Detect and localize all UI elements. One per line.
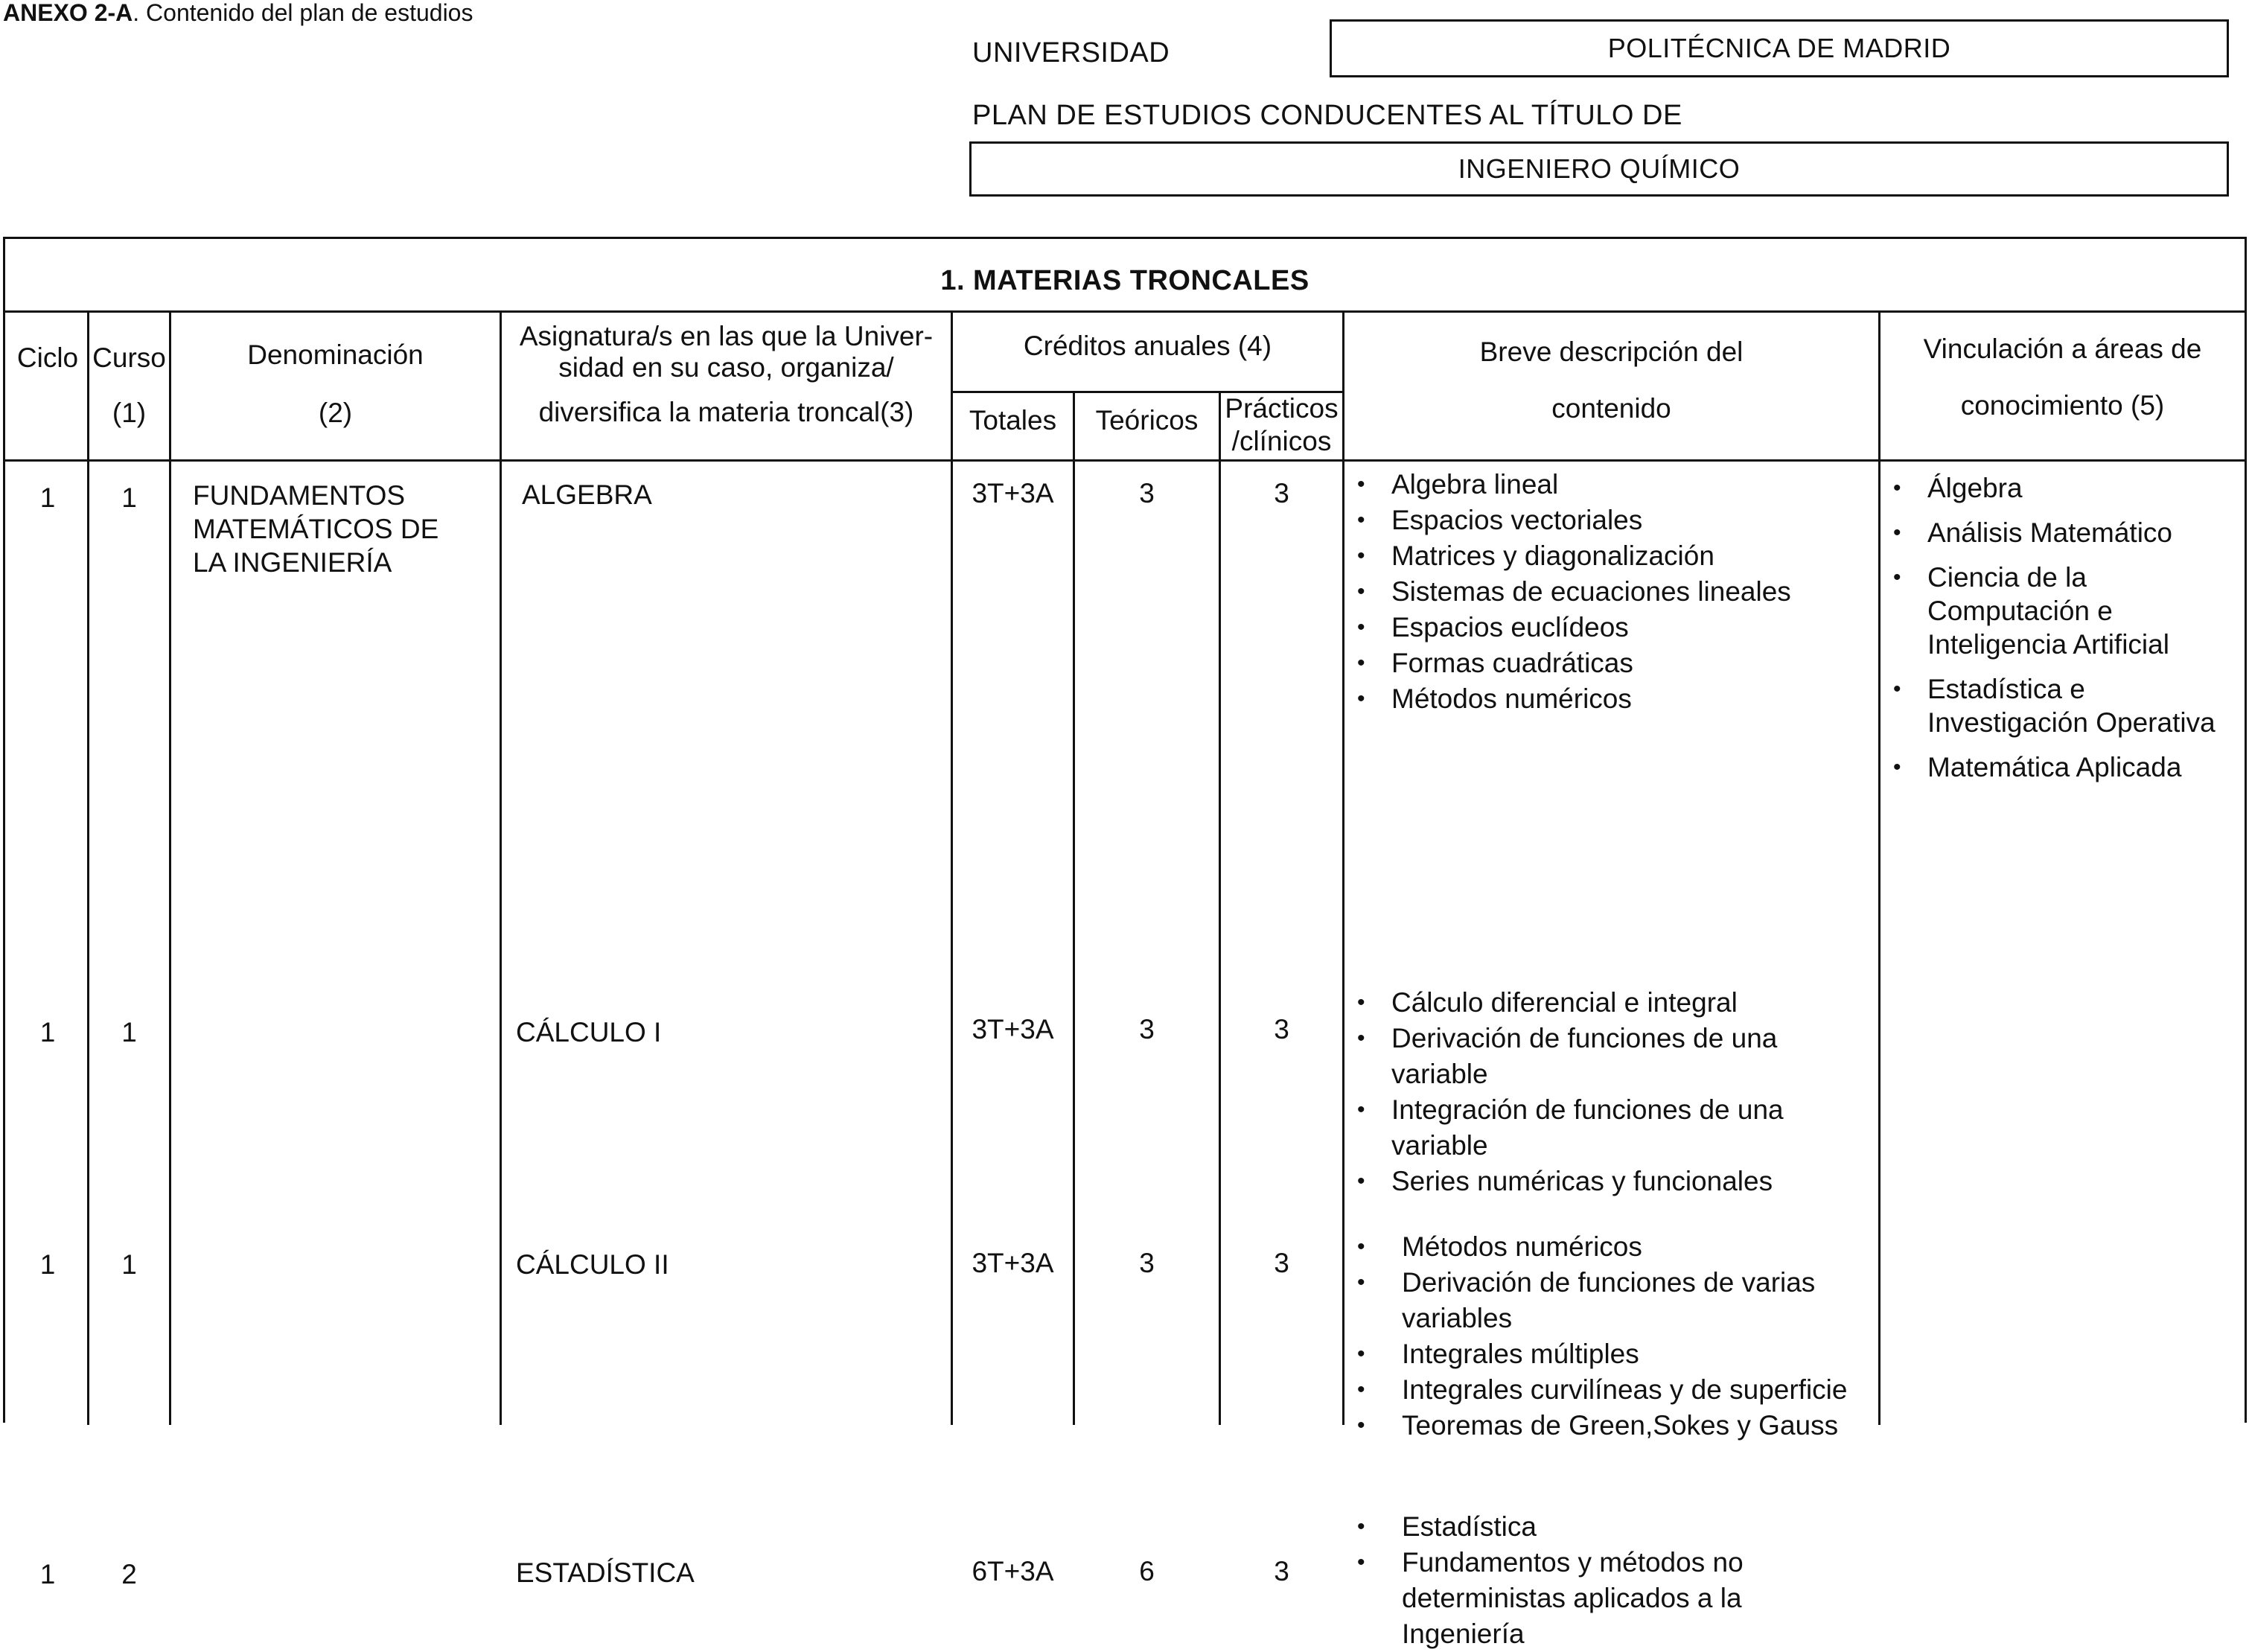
col-header-descripcion: [1344, 336, 1878, 425]
titulo-value: INGENIERO QUÍMICO: [1458, 153, 1741, 184]
denominacion-cell: [193, 479, 498, 579]
contenido-item: • Formas cuadráticas: [1347, 645, 1878, 681]
contenido-item: • Matrices y diagonalización: [1347, 538, 1878, 574]
row4-totales: 6T+3A: [972, 1556, 1054, 1586]
col-header-totales: Totales: [969, 405, 1057, 436]
area-item: • Análisis Matemático: [1883, 516, 2245, 549]
col-header-teoricos: Teóricos: [1095, 405, 1199, 436]
area-item: • Ciencia de la Computación e Inteligencia Artificial: [1883, 561, 2245, 661]
contenido-item: • Métodos numéricos: [1347, 1229, 1877, 1265]
col-header-asignaturas: [502, 321, 951, 428]
universidad-value: POLITÉCNICA DE MADRID: [1607, 33, 1951, 63]
row1-teoricos: 3: [1139, 478, 1155, 508]
row1-asignatura: ALGEBRA: [522, 479, 652, 510]
row4-contenido-list: [1347, 1509, 1868, 1652]
row3-ciclo: 1: [39, 1249, 56, 1280]
titulo-value-box: [969, 141, 2229, 197]
row3-totales: 3T+3A: [972, 1248, 1054, 1278]
col-header-curso: Curso: [92, 342, 166, 373]
contenido-item: • Cálculo diferencial e integral: [1347, 985, 1868, 1021]
row2-totales: 3T+3A: [972, 1014, 1054, 1045]
row4-ciclo: 1: [39, 1559, 56, 1589]
contenido-item: • Sistemas de ecuaciones lineales: [1347, 574, 1878, 610]
col-header-practicos: [1221, 392, 1342, 458]
row2-curso: 1: [121, 1017, 137, 1047]
col-header-denominacion-note: (2): [318, 398, 353, 428]
row3-contenido: [1347, 1229, 1877, 1444]
header-divider: [5, 459, 2245, 462]
row4-contenido: [1347, 1509, 1868, 1652]
row3-teoricos: 3: [1139, 1248, 1155, 1278]
col-header-vinculacion: [1880, 333, 2245, 422]
col-divider-creditos: [1342, 310, 1344, 1425]
area-item: • Álgebra: [1883, 471, 2245, 505]
col-header-practicos-line2: /clínicos: [1231, 426, 1332, 456]
row1-totales: 3T+3A: [972, 478, 1054, 508]
title-divider: [5, 310, 2245, 313]
col-divider-descripcion: [1878, 310, 1880, 1425]
plan-label: PLAN DE ESTUDIOS CONDUCENTES AL TÍTULO DE: [972, 100, 1682, 131]
col-header-asignaturas-line1: Asignatura/s en las que la Univer-: [519, 321, 934, 351]
row2-contenido-list: [1347, 985, 1868, 1199]
contenido-item: • Integrales curvilíneas y de superficie: [1347, 1372, 1877, 1408]
row1-ciclo: 1: [39, 482, 56, 513]
col-header-descripcion-line2: contenido: [1551, 393, 1671, 424]
row1-practicos: 3: [1274, 478, 1289, 508]
row1-contenido: [1347, 467, 1878, 717]
contenido-item: • Derivación de funciones de una variable: [1347, 1021, 1868, 1092]
col-header-creditos: Créditos anuales (4): [1023, 331, 1272, 361]
contenido-item: • Teoremas de Green,Sokes y Gauss: [1347, 1408, 1877, 1444]
universidad-label: UNIVERSIDAD: [972, 37, 1170, 68]
row2-practicos: 3: [1274, 1014, 1289, 1045]
col-header-vinculacion-line1: Vinculación a áreas de: [1923, 334, 2202, 364]
universidad-value-box: [1330, 19, 2229, 77]
col-divider-denominacion: [500, 310, 502, 1425]
col-header-asignaturas-line2: sidad en su caso, organiza/: [558, 352, 894, 383]
area-item: • Matemática Aplicada: [1883, 750, 2245, 784]
row2-asignatura: CÁLCULO I: [516, 1017, 662, 1047]
contenido-item: • Derivación de funciones de varias variables: [1347, 1265, 1877, 1336]
table-title: 1. MATERIAS TRONCALES: [940, 265, 1309, 296]
annex-heading: [3, 0, 473, 25]
contenido-item: • Fundamentos y métodos no deterministas aplicados a la Ingeniería: [1347, 1545, 1868, 1652]
areas-list: [1883, 471, 2245, 784]
contenido-item: • Integración de funciones de una variable: [1347, 1092, 1868, 1164]
denominacion-line: LA INGENIERÍA: [193, 547, 392, 578]
materias-table: [3, 237, 2247, 1649]
contenido-item: • Estadística: [1347, 1509, 1868, 1545]
col-header-denominacion: Denominación: [247, 339, 424, 370]
row3-curso: 1: [121, 1249, 137, 1280]
col-header-vinculacion-line2: conocimiento (5): [1960, 390, 2165, 421]
contenido-item: • Métodos numéricos: [1347, 681, 1878, 717]
row1-curso: 1: [121, 482, 137, 513]
denominacion-line: MATEMÁTICOS DE: [193, 514, 439, 544]
row3-practicos: 3: [1274, 1248, 1289, 1278]
annex-number: ANEXO 2-A: [3, 0, 133, 26]
areas-cell: [1883, 471, 2245, 795]
area-item: • Estadística e Investigación Operativa: [1883, 672, 2245, 739]
col-header-ciclo: Ciclo: [16, 342, 79, 373]
row4-curso: 2: [121, 1559, 137, 1589]
row3-asignatura: CÁLCULO II: [516, 1249, 669, 1280]
contenido-item: • Espacios euclídeos: [1347, 610, 1878, 645]
col-header-descripcion-line1: Breve descripción del: [1479, 337, 1744, 367]
row4-asignatura: ESTADÍSTICA: [516, 1557, 695, 1588]
col-header-practicos-line1: Prácticos: [1225, 393, 1339, 424]
row2-ciclo: 1: [39, 1017, 56, 1047]
row2-teoricos: 3: [1139, 1014, 1155, 1045]
row4-teoricos: 6: [1139, 1556, 1155, 1586]
contenido-item: • Series numéricas y funcionales: [1347, 1164, 1868, 1199]
contenido-item: • Algebra lineal: [1347, 467, 1878, 503]
annex-description: . Contenido del plan de estudios: [133, 0, 473, 26]
col-header-asignaturas-line3: diversifica la materia troncal(3): [538, 397, 914, 427]
col-divider-curso: [169, 310, 171, 1425]
col-header-curso-note: (1): [112, 398, 147, 428]
contenido-item: • Espacios vectoriales: [1347, 503, 1878, 538]
row1-contenido-list: [1347, 467, 1878, 717]
row2-contenido: [1347, 985, 1868, 1199]
row4-practicos: 3: [1274, 1556, 1289, 1586]
row3-contenido-list: [1347, 1229, 1877, 1444]
contenido-item: • Integrales múltiples: [1347, 1336, 1877, 1372]
denominacion-line: FUNDAMENTOS: [193, 480, 406, 511]
